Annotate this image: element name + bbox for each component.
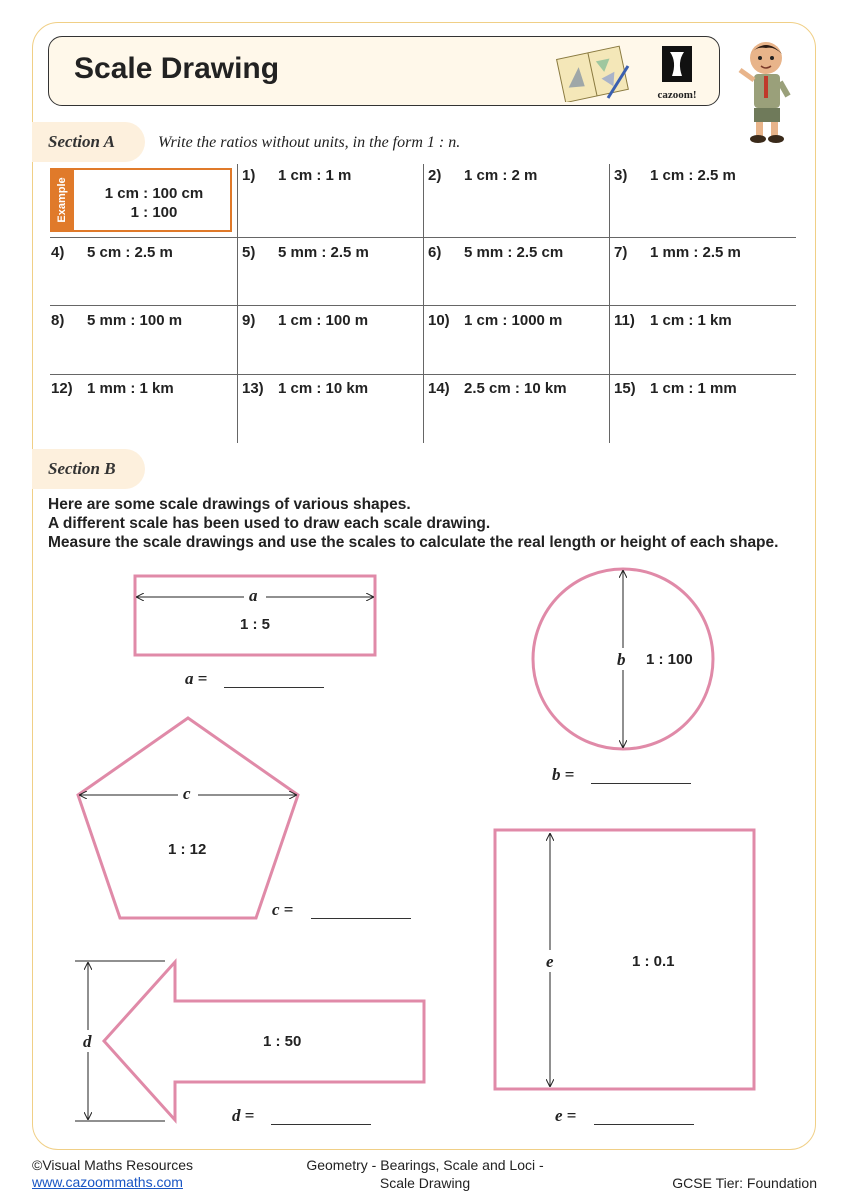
square-shape-e [495, 830, 754, 1089]
answer-a-line[interactable] [224, 687, 324, 688]
label-c: c [183, 784, 191, 803]
label-d: d [83, 1032, 92, 1051]
example-line-2: 1 : 100 [130, 204, 178, 221]
footer-topic-1: Geometry - Bearings, Scale and Loci - [306, 1157, 544, 1173]
scale-d: 1 : 50 [263, 1033, 302, 1050]
page-title: Scale Drawing [74, 52, 280, 85]
answer-d-line[interactable] [271, 1124, 371, 1125]
question-9: 9) 1 cm : 100 m [242, 312, 369, 329]
question-12: 12) 1 mm : 1 km [51, 380, 174, 397]
label-e: e [546, 952, 554, 971]
section-a-tab: Section A [32, 122, 145, 162]
question-13: 13) 1 cm : 10 km [242, 380, 369, 397]
footer-copyright: ©Visual Maths Resources [32, 1157, 194, 1173]
brand-text: cazoom! [657, 89, 697, 101]
answer-c-line[interactable] [311, 918, 411, 919]
answer-c-label: c = [272, 900, 294, 919]
question-1: 1) 1 cm : 1 m [242, 167, 352, 184]
answer-e-label: e = [555, 1106, 577, 1125]
answer-e-line[interactable] [594, 1124, 694, 1125]
section-b-intro-3: Measure the scale drawings and use the scales to calculate the real length or height of each shape. [48, 534, 779, 551]
scale-b: 1 : 100 [646, 651, 693, 668]
section-b-intro-1: Here are some scale drawings of various shapes. [48, 496, 411, 513]
answer-d-label: d = [232, 1106, 255, 1125]
scale-e: 1 : 0.1 [632, 953, 675, 970]
question-7: 7) 1 mm : 2.5 m [614, 244, 741, 261]
question-3: 3) 1 cm : 2.5 m [614, 167, 736, 184]
answer-a-label: a = [185, 669, 208, 688]
scale-c: 1 : 12 [168, 841, 207, 858]
question-6: 6) 5 mm : 2.5 cm [428, 244, 564, 261]
question-11: 11) 1 cm : 1 km [614, 312, 732, 329]
answer-b-line[interactable] [591, 783, 691, 784]
question-8: 8) 5 mm : 100 m [51, 312, 183, 329]
label-b: b [617, 650, 626, 669]
question-2: 2) 1 cm : 2 m [428, 167, 538, 184]
question-14: 14) 2.5 cm : 10 km [428, 380, 567, 397]
question-15: 15) 1 cm : 1 mm [614, 380, 737, 397]
label-a: a [249, 586, 258, 605]
example-tag-label: Example [56, 177, 68, 223]
answer-b-label: b = [552, 765, 575, 784]
pentagon-shape-c [78, 718, 298, 918]
question-4: 4) 5 cm : 2.5 m [51, 244, 173, 261]
scale-a: 1 : 5 [240, 616, 271, 633]
section-a-instruction: Write the ratios without units, in the form 1 : n. [158, 134, 461, 151]
example-line-1: 1 cm : 100 cm [104, 185, 204, 202]
question-5: 5) 5 mm : 2.5 m [242, 244, 369, 261]
footer-topic-2: Scale Drawing [379, 1175, 471, 1191]
section-b-intro-2: A different scale has been used to draw each scale drawing. [48, 515, 491, 532]
section-b-tab: Section B [32, 449, 145, 489]
footer-website-link[interactable]: www.cazoommaths.com [32, 1174, 183, 1190]
footer-tier: GCSE Tier: Foundation [672, 1175, 817, 1191]
question-10: 10) 1 cm : 1000 m [428, 312, 563, 329]
